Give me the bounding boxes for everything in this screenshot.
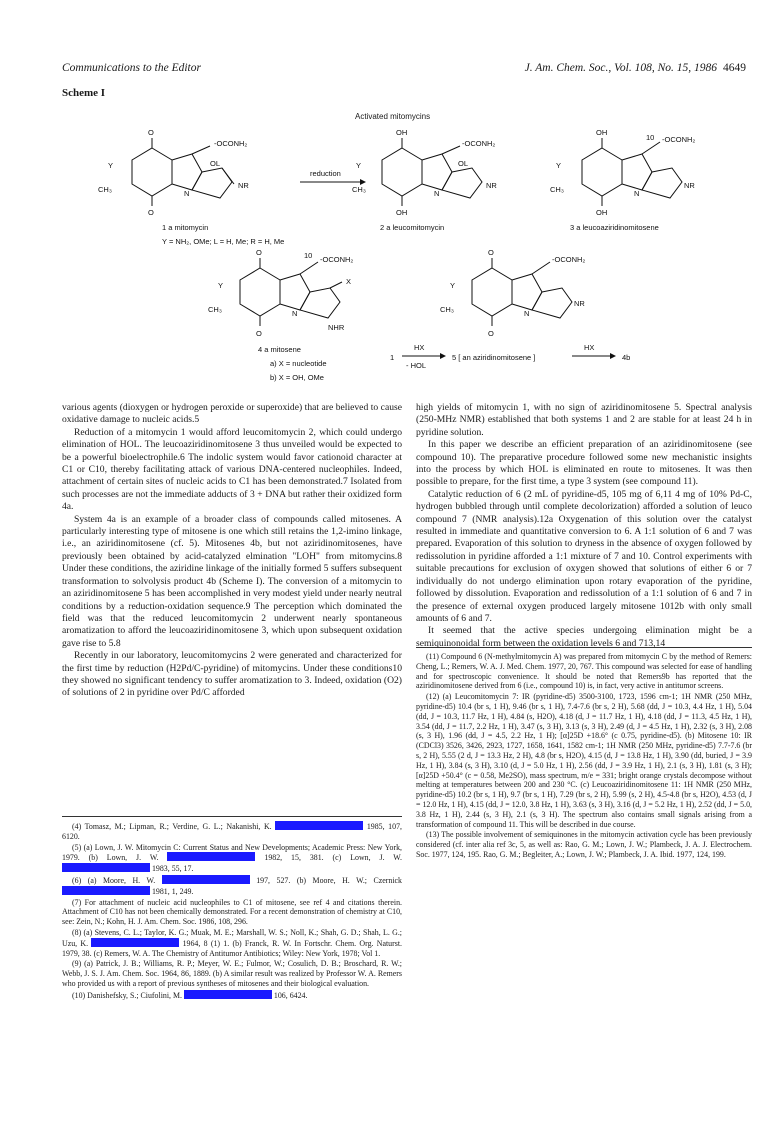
citation: J. Am. Chem. Soc., Vol. 108, No. 15, 1986: [524, 62, 717, 74]
svg-text:CH₃: CH₃: [352, 185, 366, 194]
compound-4a: a) X = nucleotide: [270, 359, 327, 368]
compound-3-structure: [582, 138, 682, 206]
svg-text:O: O: [148, 128, 154, 137]
paragraph: high yields of mitomycin 1, with no sign of aziridinomitosene 5. Spectral analysis (250-MHz NMR) established that both systems 1 and 2 are stable for at least 24 h in pyridine solution.: [416, 402, 752, 438]
svg-text:NR: NR: [238, 181, 249, 190]
svg-text:Y: Y: [218, 281, 224, 290]
activated-label: Activated mitomycins: [355, 112, 431, 121]
footnote: (7) For attachment of nucleic acid nucleophiles to C1 of mitosene, see ref 4 and citations therein. Attachment of C10 has not been chemically demonstrated. For a recent demonstration of chemistry at C10, see: Zein, N.; Kohn, H. J. Am. Chem. Soc. 1986, 108, 296.: [62, 897, 402, 927]
svg-text:CH₃: CH₃: [208, 305, 222, 314]
redaction-bar: [167, 852, 255, 861]
svg-text:-OCONH₂: -OCONH₂: [662, 135, 696, 144]
svg-text:OH: OH: [596, 128, 608, 137]
scheme-title: Scheme I: [62, 87, 106, 99]
footnote: (12) (a) Leucomitomycin 7: IR (pyridine-d5) 3500-3100, 1723, 1596 cm-1; 1H NMR (250 MHz, pyridine-d5) 10.4 (br s, 1 H), 9.46 (br s, 1 H), 7.4-7.6 (br s, 2 H), 5.68 (dd, J = 10.3, 4.4 Hz, 1 H), 5.04 (dd, J = 10.3, 11.7 Hz, 1 H), 4.84 (s, H2O), 4.18 (d, J = 11.7 Hz, 1 H), 4.18 (dd, J = 11.3, 4.5 Hz, 1 H), 3.54 (dd, J = 11.7, 2.2 Hz, 1 H), 3.47 (s, 3 H), 3.13 (s, 3 H), 2.49 (d, J = 4.5 Hz, 1 H), 2.32 (s, 3 H), 2.08 (s, 3 H), 1.96 (dd, J = 4.5, 2.2 Hz, 1 H); [α]25D +18.6° (c 0.75, pyridine-d5). (b) Mitosene 10: IR (CDCl3) 3526, 3426, 2923, 1727, 1658, 1641, 1582 cm-1; 1H NMR (250 MHz, pyridine-d5) 7.7-7.6 (br s, 2 H), 5.55 (2 d, J = 13.3 Hz, 2 H), 4.8 (br s, H2O), 4.15 (d, J = 13.8 Hz, 1 H), 3.90 (dd, buried, J = 3.9 Hz, 1 H), 3.84 (s, 3 H), 3.10 (d, J = 5.0 Hz, 1 H), 2.56 (dd, J = 3.9 Hz, 1 H), 2.1 (s, 3 H), 1.81 (s, 3 H); [α]25D +50.4° (c = 0.58, Me2SO), mass spectrum, m/e = 331; bright orange crystals decompose without melting at temperatures between 200 and 230 °C. (c) Leucoaziridinomitosene 11: 1H NMR (250 MHz, pyridine-d5) 10.2 (br s, 1 H), 9.7 (br s, 1 H), 7.29 (br s, 2 H), 5.99 (s, 2 H), 4.5-4.8 (br s, H2O), 4.53 (d, J = 12.0 Hz, 1 H), 4.15 (dd, J = 12.0, 3.8 Hz, 1 H), 3.63 (s, 3 H), 3.16 (d, J = 5.2 Hz, 1 H), 2.52 (dd, J = 5.0, 3.8 Hz, 1 H), 2.44 (s, 3 H), 2.1 (s, 3 H). The spectrum also contains small signals arising from a transformation of compound 11. This will be described in due course.: [416, 692, 752, 829]
page-number: 4649: [723, 62, 746, 74]
compound-1-structure: [132, 138, 234, 206]
svg-text:Y: Y: [356, 161, 362, 170]
paragraph: Catalytic reduction of 6 (2 mL of pyridine-d5, 105 mg of 6,11 4 mg of 10% Pd-C, hydrogen bubbled through until complete decolorization) afforded a solution of leuco compound 7 (NMR analysis).12a Oxygenation of this solution over the catalyst resulted in immediate and quantitative conversion to 6. A 1:1 solution of 6 and 7 was prepared. Evaporation of this solution to dryness in the absence of oxygen followed by redissolution in pyridine afforded a 1:1 mixture of 7 and 10. Control experiments with suitable precautions for exclusion of oxygen showed that solutions of either 6 or 7 individually do not undergo elimination upon rotary evaporation of the pyridine, followed by dissolution. Evaporation and redissolution of a 1:1 solution of 6 and 7 in the presence of external oxygen produced largely mitosene 1012b with only small amounts of 6 and 7.: [416, 488, 752, 624]
compound-2-structure: [382, 138, 482, 206]
svg-text:OH: OH: [396, 208, 408, 217]
journal-section: Communications to the Editor: [62, 62, 201, 74]
footnote: (5) (a) Lown, J. W. Mitomycin C: Current Status and New Developments; Academic Press: New York, 1979. (b) Lown, J. W. 1982, 15, 381. (c) Lown, J. W. 1983, 55, 17.: [62, 842, 402, 874]
svg-text:-OCONH₂: -OCONH₂: [214, 139, 248, 148]
svg-text:N: N: [434, 189, 440, 198]
redaction-bar: [62, 863, 150, 872]
svg-text:N: N: [524, 309, 530, 318]
svg-text:10: 10: [646, 133, 655, 142]
svg-text:OL: OL: [458, 159, 469, 168]
svg-text:10: 10: [304, 251, 313, 260]
svg-text:-OCONH₂: -OCONH₂: [552, 255, 586, 264]
compound-4-label: 4 a mitosene: [258, 345, 301, 354]
svg-text:O: O: [148, 208, 154, 217]
footnotes-right: [416, 647, 752, 861]
redaction-bar: [275, 821, 363, 830]
compound-5-label: 5 [ an aziridinomitosene ]: [452, 353, 536, 362]
compound-5-structure: [472, 258, 572, 326]
compound-2-label: 2 a leucomitomycin: [380, 223, 445, 232]
svg-text:-OCONH₂: -OCONH₂: [320, 255, 354, 264]
svg-text:O: O: [256, 329, 262, 338]
svg-text:NR: NR: [684, 181, 695, 190]
footnote: (10) Danishefsky, S.; Ciufolini, M. 106, 6424.: [72, 990, 308, 1000]
left-column: [62, 402, 402, 700]
redaction-bar: [91, 938, 179, 947]
footnote: (6) (a) Moore, H. W. 197, 527. (b) Moore, H. W.; Czernick 1981, 1, 249.: [62, 875, 402, 897]
paragraph: various agents (dioxygen or hydrogen peroxide or superoxide) that are believed to cause oxidative damage to nucleic acids.5: [62, 402, 402, 426]
right-column: [416, 402, 752, 650]
reduction-label: reduction: [310, 169, 341, 178]
running-citation: [525, 62, 746, 74]
svg-text:Y: Y: [108, 161, 114, 170]
paragraph: In this paper we describe an efficient preparation of an aziridinomitosene (see compound 10). The preparative procedure followed some new mechanistic insights into the process by which HOL is eliminated en route to mitosenes. It was then possible to prepare, for the first time, a type 3 system (see compound 11).: [416, 439, 752, 488]
footnote: (9) (a) Patrick, J. B.; Williams, R. P.; Meyer, W. E.; Fulmor, W.; Cosulich, D. B.; Broschard, R. W.; Webb, J. S. J. Am. Chem. Soc. 1964, 86, 1889. (b) A similar result was realized by Professor W. A. Remers who provided us with a report of previous syntheses of mitosenes and their biological evaluation.: [62, 959, 402, 988]
paragraph: It seemed that the active species undergoing elimination might be a semiquinonoidal form between the oxidation levels 6 and 713,14: [416, 625, 752, 649]
svg-text:N: N: [184, 189, 190, 198]
svg-text:NR: NR: [486, 181, 497, 190]
redaction-bar: [162, 875, 250, 884]
redaction-bar: [62, 886, 150, 895]
paragraph: Recently in our laboratory, leucomitomycins 2 were generated and characterized for the first time by reduction (H2Pd/C-pyridine) of mitomycins. Under these conditions10 they showed no significant tendency to suffer aromatization to 3. Indeed, oxidation (O2) of solutions of 2 in pyridine over Pd/C afforded: [62, 650, 402, 699]
svg-text:NR: NR: [574, 299, 585, 308]
svg-text:NHR: NHR: [328, 323, 345, 332]
svg-text:O: O: [256, 248, 262, 257]
svg-text:1: 1: [390, 353, 395, 362]
svg-text:CH₃: CH₃: [550, 185, 564, 194]
arrow-hx-label: HX: [414, 343, 425, 352]
compound-4b: b) X = OH, OMe: [270, 373, 324, 382]
arrow-hol-label: - HOL: [406, 361, 427, 370]
svg-text:Y: Y: [556, 161, 562, 170]
svg-text:-OCONH₂: -OCONH₂: [462, 139, 496, 148]
product-4b-label: 4b: [622, 353, 631, 362]
svg-text:O: O: [488, 248, 494, 257]
redaction-bar: [184, 990, 272, 999]
reaction-scheme: [62, 118, 752, 390]
svg-text:N: N: [292, 309, 298, 318]
svg-text:OH: OH: [596, 208, 608, 217]
svg-text:CH₃: CH₃: [440, 305, 454, 314]
footnote: (8) (a) Stevens, C. L.; Taylor, K. G.; Muak, M. E.; Marshall, W. S.; Noll, K.; Shah, G. D.; Shah, L. G.; Uzu, K. 1964, 8 (1) 1. (b) Franck, R. W. In Fortschr. Chem. Org. Naturst. 1979, 38. (c) Remers, W. A. The Chemistry of Antitumor Antibiotics; Wiley: New York, 1978; Vol 1.: [62, 927, 402, 958]
svg-text:Y: Y: [450, 281, 456, 290]
paragraph: System 4a is an example of a broader class of compounds called mitosenes. A particularly interesting type of mitosene is one which still retains the 1,2-imino linkage, i.e., an aziridinomitosene (cf. 5). Mitosenes 4b, but not aziridinomitosenes, have previously been obtained by acid-catalyzed elmination "LOH" from mitomycins.8 Under these conditions, the aziridine linkage of the initially formed 5 suffers subsequent transformation to solvolysis product 4b (Scheme I). The conversion of a mitomycin to an aziridinomitosene 5 has been accomplished in very modest yield under nearly neutral conditions by a reduction-oxidation sequence.9 The perception which dominated the field was that the reduced leucomitomycin 2 underwent nearly spontaneous aromatization to afford the leucoaziridinomitosene 3, which upon subsequent oxidation gave rise to 5.8: [62, 513, 402, 649]
paragraph: Reduction of a mitomycin 1 would afford leucomitomycin 2, which could undergo elimination of HOL. The leucoaziridinomitosene 3 thus unveiled would be expected to be a powerful bioelectrophile.6 The indolic system would favor cationoid character at C1 or C10, thereby facilitating attack of various DNA-centered nucleophiles. Indeed, attachment of certain sites of nucleic acids to C1 has been demonstrated.7 Isolated from such processes are not the immediate adducts of 3 + DNA but rather their oxidized form 4a.: [62, 426, 402, 513]
footnote: (11) Compound 6 (N-methylmitomycin A) was prepared from mitomycin C by the method of Remers: Cheng, L.; Remers, W. A. J. Med. Chem. 1977, 20, 767. This compound was selected for ease of handling and for spectroscopic convenience. It should be noted that Remers9b has reported that the aziridinomitosene derived from 6 (i.e., compound 10) is, in fact, very active in antitumor screens.: [416, 652, 752, 691]
footnote: (13) The possible involvement of semiquinones in the mitomycin activation cycle has been previously considered (cf. inter alia ref 3c, 5, as well as: Rao, G. M.; Lown, J. W.; Plambeck, J. A. J. Electrochem. Soc. 1977, 124, 195. Rao, G. M.; Begleiter, A.; Lown, J. W.; Plambeck, J. A. Ibid. 1977, 124, 199.: [416, 830, 752, 859]
svg-text:OH: OH: [396, 128, 408, 137]
compound-4-structure: [240, 258, 342, 326]
footnote: (4) Tomasz, M.; Lipman, R.; Verdine, G. L.; Nakanishi, K. 1985, 107, 6120.: [62, 822, 402, 841]
compound-3-label: 3 a leucoaziridinomitosene: [570, 223, 659, 232]
svg-text:X: X: [346, 277, 352, 286]
arrow-hx2-label: HX: [584, 343, 595, 352]
svg-text:N: N: [634, 189, 640, 198]
svg-text:O: O: [488, 329, 494, 338]
svg-text:OL: OL: [210, 159, 221, 168]
compound-1-label: 1 a mitomycin: [162, 223, 209, 232]
substituents-line: Y = NH₂, OMe; L = H, Me; R = H, Me: [162, 237, 285, 246]
footnotes-left: [62, 816, 402, 1002]
svg-text:CH₃: CH₃: [98, 185, 112, 194]
